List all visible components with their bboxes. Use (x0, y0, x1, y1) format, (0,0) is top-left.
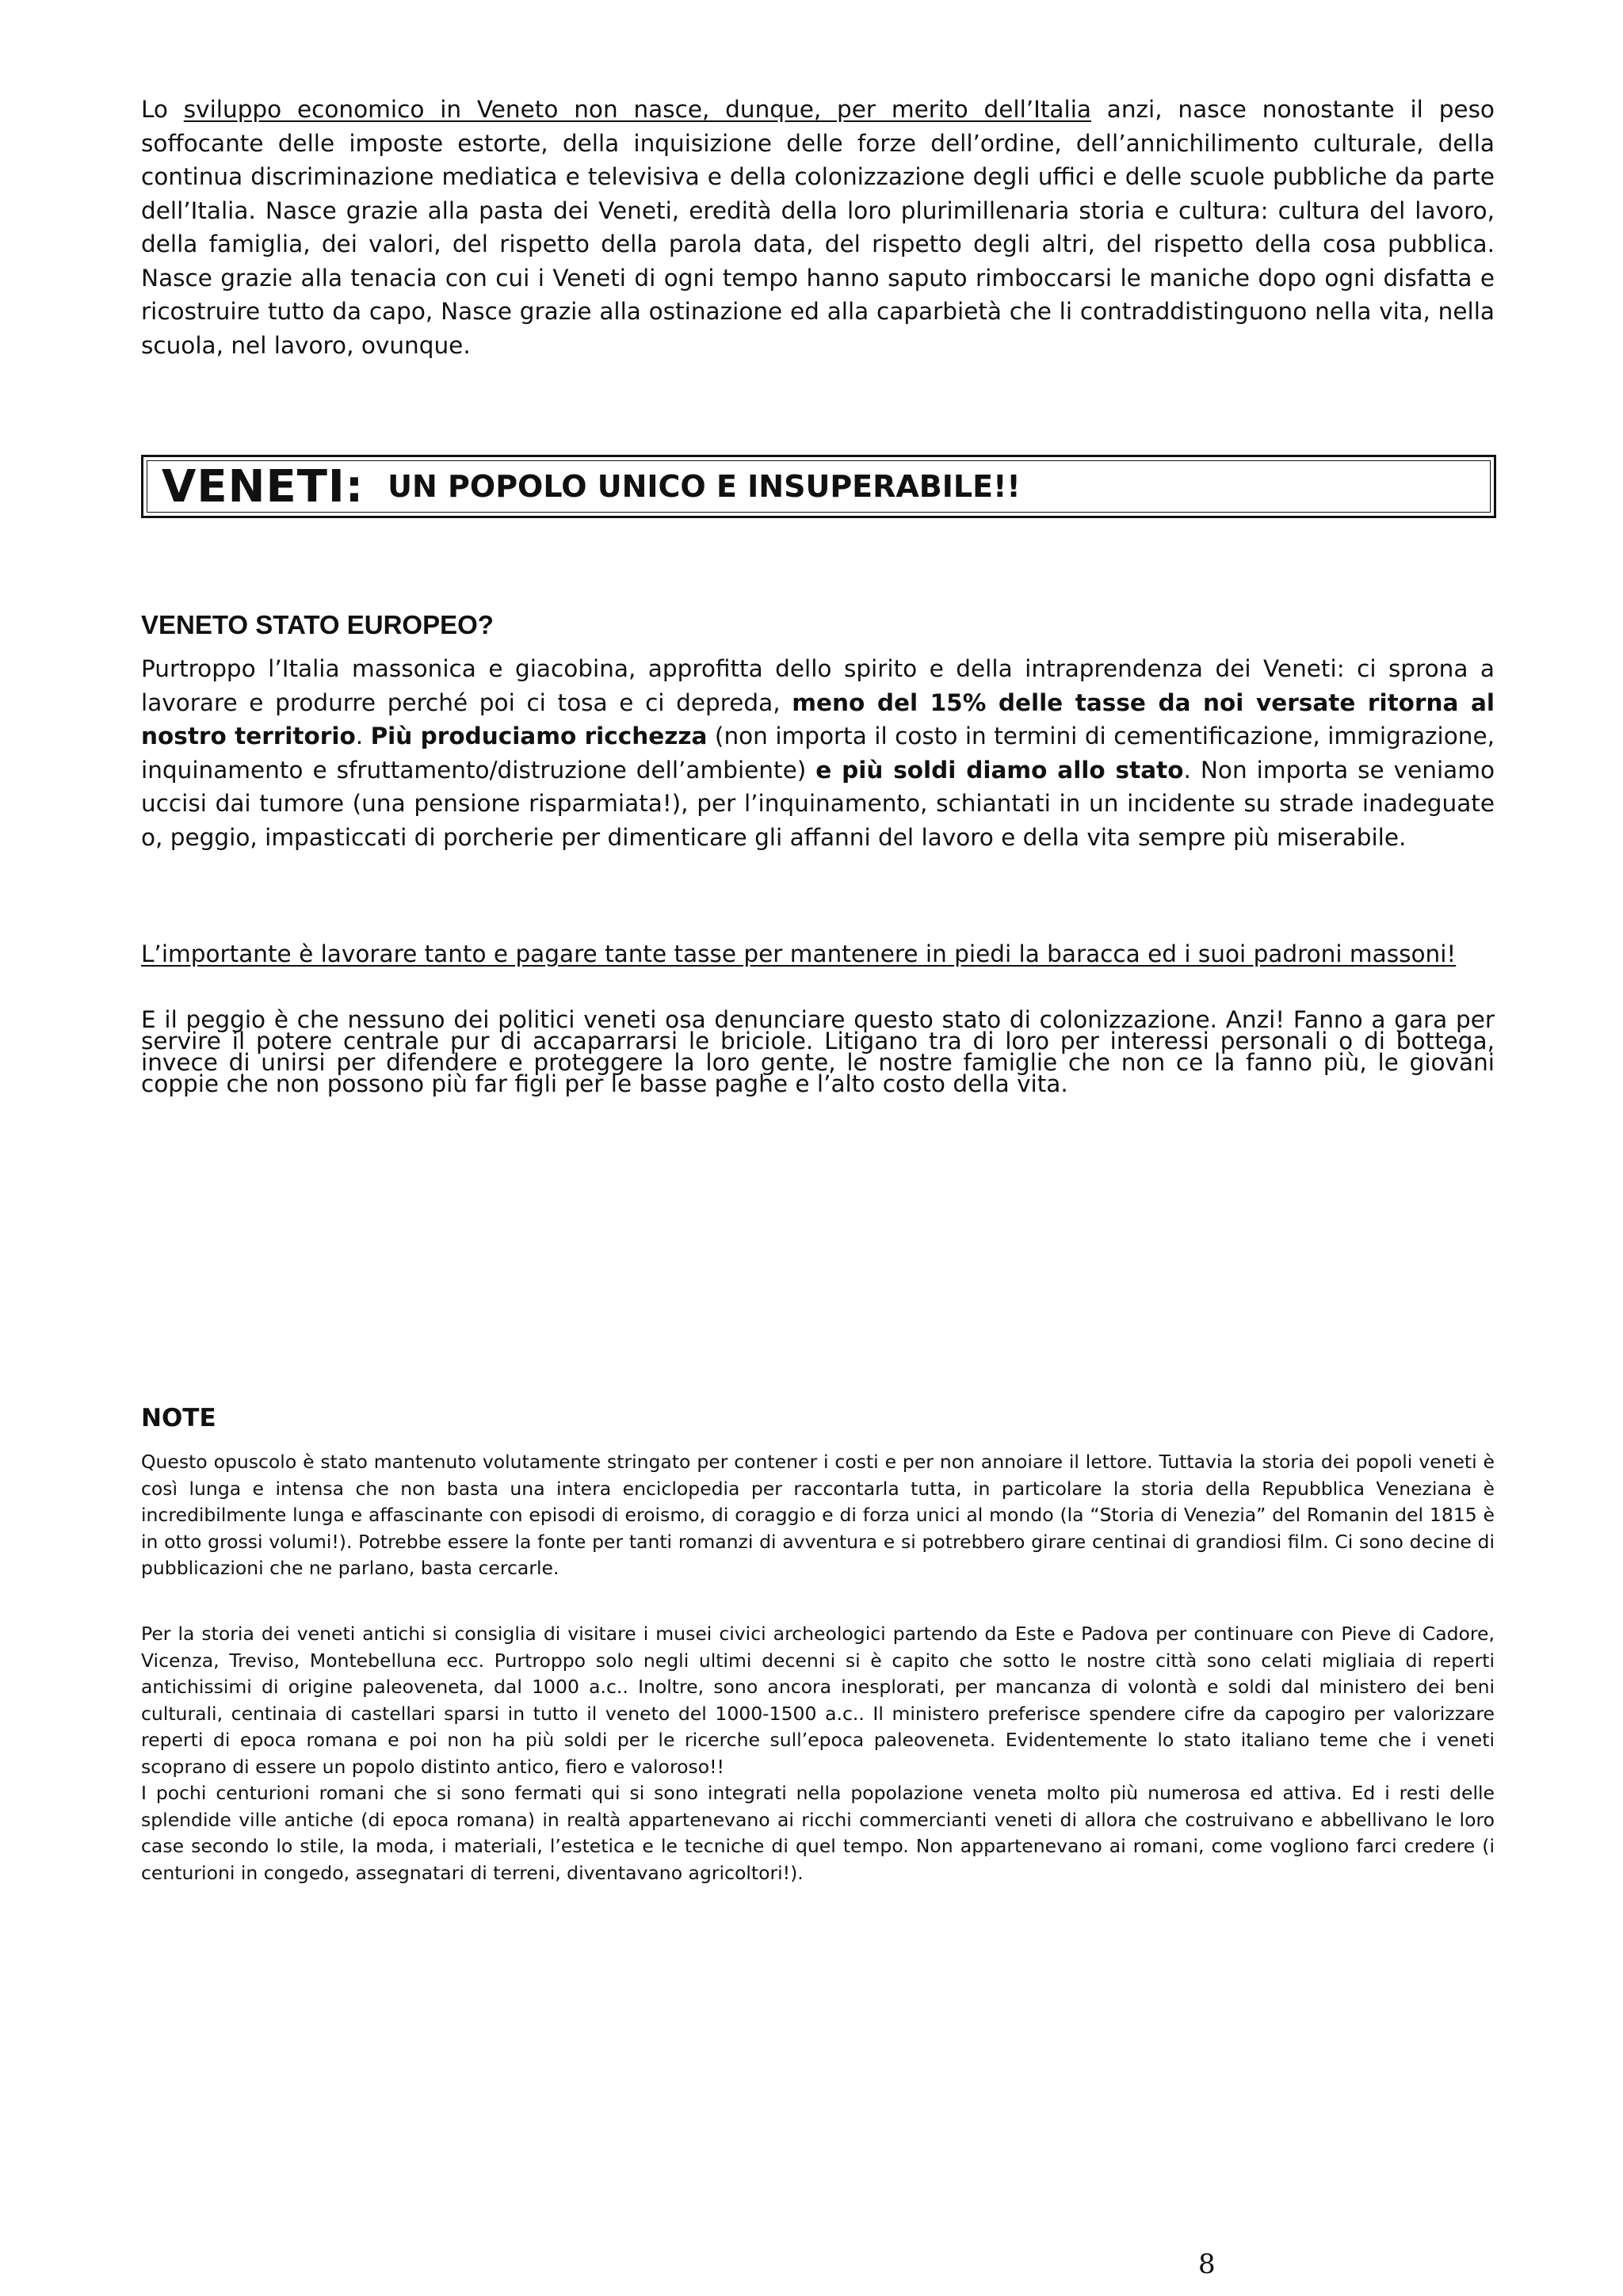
section-last-paragraph: E il peggio è che nessuno dei politici veneti osa denunciare questo stato di colonizzazione. Anzi! Fanno a gara per servire il potere centrale pur di accaparrarsi le briciole. Litigano tra di loro per interessi personali o di bottega, invece di unirsi per difendere e proteggere la loro gente, le nostre famiglie che non ce la fanno più, le giovani coppie che non possono più far figli per le basse paghe e l’alto costo della vita. (141, 1006, 1495, 1097)
section-text-g: . Non importa se veniamo uccisi dai tumore (una pensione risparmiata!), per l’inquinamento, schiantati in un incidente su strade inadeguate o, peggio, impasticcati di porcherie per dimenticare gli affanni del lavoro e della vita sempre più miserabile. (141, 756, 1495, 851)
headline-banner (141, 455, 1496, 518)
note-paragraph-3: I pochi centurioni romani che si sono fermati qui si sono integrati nella popolazione veneta molto più numerosa ed attiva. Ed i resti delle splendide ville antiche (di epoca romana) in realtà appartenevano ai ricchi commercianti veneti di allora che costruivano e abbellivano le loro case secondo lo stile, la moda, i materiali, l’estetica e le tecniche di quel tempo. Non appartenevano ai romani, come vogliono farci credere (i centurioni in congedo, assegnatari di terreni, diventavano agricoltori!). (141, 1782, 1495, 1884)
notes-title: NOTE (141, 1404, 216, 1432)
section-bold-state: e più soldi diamo allo stato (815, 756, 1184, 784)
banner-subtitle: UN POPOLO UNICO E INSUPERABILE!! (388, 469, 1021, 504)
section-text-c: . (355, 723, 371, 749)
headline-banner-inner (147, 460, 1491, 513)
section-bold-tax: meno del 15% delle tasse da noi versate ritorna al nostro territorio (141, 688, 1495, 749)
intro-underlined-phrase: sviluppo economico in Veneto non nasce, dunque, per merito dell’Italia (183, 96, 1091, 123)
note-paragraph-1: Questo opuscolo è stato mantenuto volutamente stringato per contener i costi e per non annoiare il lettore. Tuttavia la storia dei popoli veneti è così lunga e intensa che non basta una intera enciclopedia per raccontarla tutta, in particolare la storia della Repubblica Veneziana è incredibilmente lunga e affascinante con episodi di eroismo, di coraggio e di forza unici al mondo (la “Storia di Venezia” del Romanin del 1815 è in otto grossi volumi!). Potrebbe essere la fonte per tanti romanzi di avventura e si potrebbero girare centinai di grandiosi film. Ci sono decine di pubblicazioni che ne parlano, basta cercarle. (141, 1451, 1495, 1579)
section-title: VENETO STATO EUROPEO? (141, 610, 494, 639)
intro-lead: Lo (141, 96, 184, 123)
intro-rest: anzi, nasce nonostante il peso soffocante delle imposte estorte, della inquisizione delle forze dell’ordine, dell’annichilimento culturale, della continua discriminazione mediatica e televisiva e della colonizzazione degli uffici e delle scuole pubbliche da parte dell’Italia. Nasce grazie alla pasta dei Veneti, eredità della loro plurimillenaria storia e cultura: cultura del lavoro, della famiglia, dei valori, del rispetto della parola data, del rispetto degli altri, del rispetto della cosa pubblica. Nasce grazie alla tenacia con cui i Veneti di ogni tempo hanno saputo rimboccarsi le maniche dopo ogni disfatta e ricostruire tutto da capo, Nasce grazie alla ostinazione ed alla caparbietà che li contraddistinguono nella vita, nella scuola, nel lavoro, ovunque. (141, 96, 1495, 359)
section-underlined-paragraph: L’importante è lavorare tanto e pagare tante tasse per mantenere in piedi la baracca ed i suoi padroni massoni! (141, 940, 1457, 967)
banner-title: VENETI: (162, 460, 365, 513)
section-paragraph-1 (141, 652, 1495, 854)
intro-paragraph (141, 93, 1495, 362)
section-text-a: Purtroppo l’Italia massonica e giacobina, approfitta dello spirito e della intraprendenza dei Veneti: ci sprona a lavorare e produrre perché poi ci tosa e ci depreda, (141, 655, 1495, 716)
section-text-e: (non importa il costo in termini di cementificazione, immigrazione, inquinamento e sfruttamento/distruzione dell’ambiente) (141, 723, 1495, 784)
note-block-2 (141, 1621, 1495, 1886)
page-number: 8 (1198, 2248, 1216, 2280)
section-bold-wealth: Più produciamo ricchezza (370, 723, 708, 749)
note-paragraph-2: Per la storia dei veneti antichi si consiglia di visitare i musei civici archeologici partendo da Este e Padova per continuare con Pieve di Cadore, Vicenza, Treviso, Montebelluna ecc. Purtroppo solo negli ultimi decenni si è capito che sotto le nostre città sono celati migliaia di reperti antichissimi di origine paleoveneta, dal 1000 a.c.. Inoltre, sono ancora inesplorati, per mancanza di volontà e soldi dal ministero dei beni culturali, centinaia di castellari sparsi in tutto il veneto del 1000-1500 a.c.. Il ministero preferisce spendere cifre da capogiro per valorizzare reperti di epoca romana e poi non ha più soldi per le ricerche sull’epoca paleoveneta. Evidentemente lo stato italiano teme che i veneti scoprano di essere un popolo distinto antico, fiero e valoroso!! (141, 1623, 1495, 1778)
